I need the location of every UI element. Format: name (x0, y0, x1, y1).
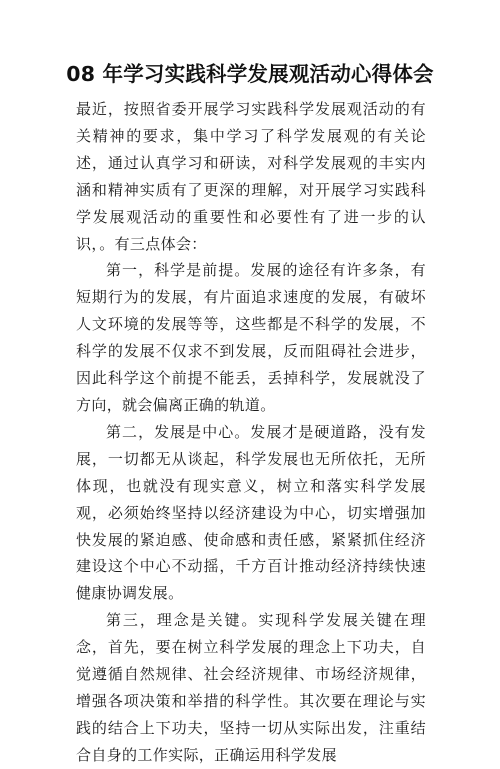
document-body (76, 96, 426, 769)
paragraph-point-three: 第三，理念是关键。实现科学发展关键在理念，首先，要在树立科学发展的理念上下功夫，自觉遵循自然规律、社会经济规律、市场经济规律，增强各项决策和举措的科学性。其次要在理论与实践的结合上下功夫，坚持一切从实际出发，注重结合自身的工作实际，正确运用科学发展 (76, 611, 426, 764)
paragraph-point-two: 第二，发展是中心。发展才是硬道路，没有发展，一切都无从谈起，科学发展也无所依托，无所体现，也就没有现实意义，树立和落实科学发展观，必须始终坚持以经济建设为中心，切实增强加快发展的紧迫感、使命感和责任感，紧紧抓住经济建设这个中心不动摇，千方百计推动经济持续快速健康协调发展。 (76, 422, 426, 603)
paragraph-point-one: 第一，科学是前提。发展的途径有许多条，有短期行为的发展，有片面追求速度的发展，有破坏人文环境的发展等等，这些都是不科学的发展，不科学的发展不仅求不到发展，反而阻碍社会进步，因此科学这个前提不能丢，丢掉科学，发展就没了方向，就会偏离正确的轨道。 (76, 261, 426, 414)
document-title: 08 年学习实践科学发展观活动心得体会 (66, 62, 434, 86)
paragraph-intro: 最近，按照省委开展学习实践科学发展观活动的有关精神的要求，集中学习了科学发展观的有关论述，通过认真学习和研读，对科学发展观的丰实内涵和精神实质有了更深的理解，对开展学习实践科学发展观活动的重要性和必要性有了进一步的认识，。有三点体会： (76, 100, 426, 253)
